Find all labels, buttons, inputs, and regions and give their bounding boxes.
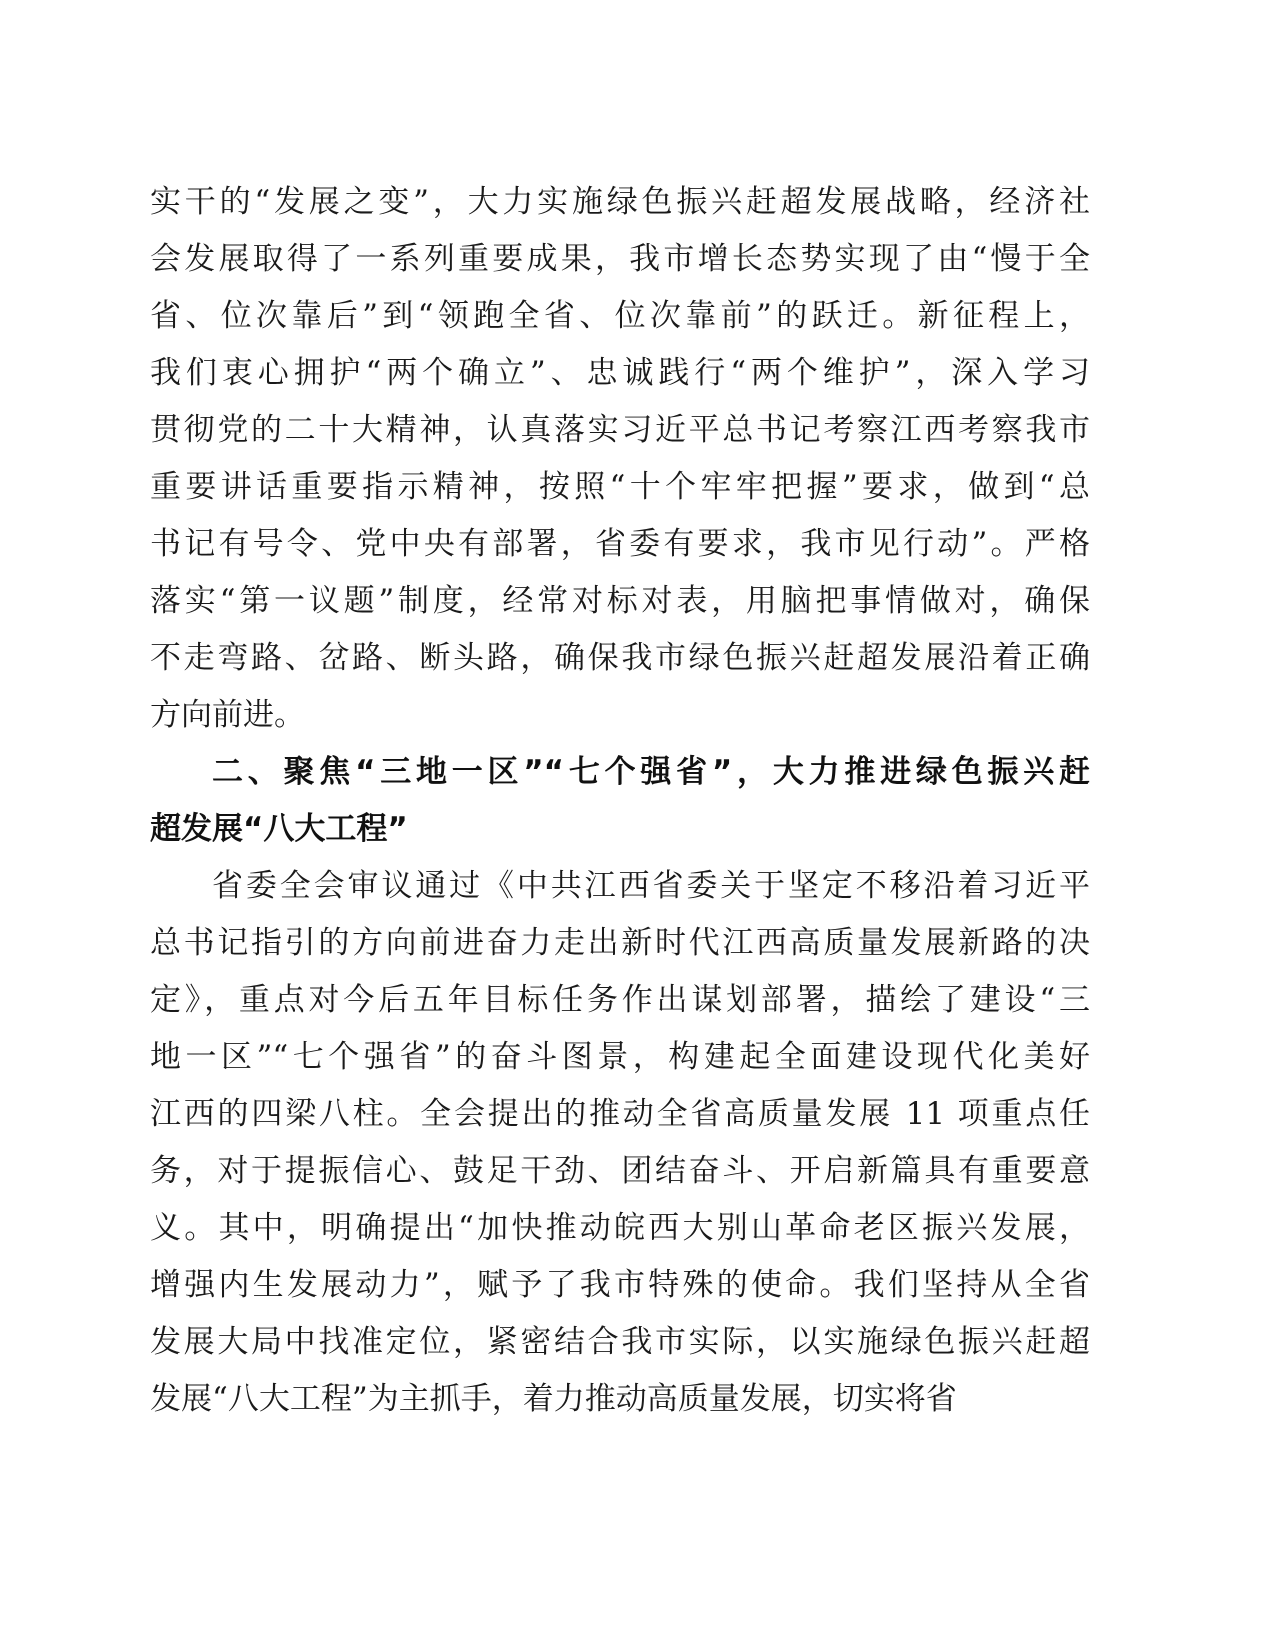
paragraph-2-line: 总书记指引的方向前进奋力走出新时代江西高质量发展新路的决 <box>150 925 1090 961</box>
paragraph-2-line: 务，对于提振信心、鼓足干劲、团结奋斗、开启新篇具有重要意 <box>150 1153 1090 1189</box>
paragraph-1-line: 书记有号令、党中央有部署，省委有要求，我市见行动”。严格 <box>150 526 1090 562</box>
paragraph-1-line: 实干的“发展之变”，大力实施绿色振兴赶超发展战略，经济社 <box>150 184 1090 220</box>
paragraph-2-line: 地一区”“七个强省”的奋斗图景，构建起全面建设现代化美好 <box>150 1039 1090 1075</box>
paragraph-2-line: 发展“八大工程”为主抓手，着力推动高质量发展，切实将省 <box>150 1381 957 1417</box>
paragraph-1-last-line: 方向前进。 <box>150 697 305 733</box>
paragraph-2-first-line: 省委全会审议通过《中共江西省委关于坚定不移沿着习近平 <box>212 868 1090 904</box>
paragraph-2-line: 义。其中，明确提出“加快推动皖西大别山革命老区振兴发展， <box>150 1210 1090 1246</box>
paragraph-2-line: 定》，重点对今后五年目标任务作出谋划部署，描绘了建设“三 <box>150 982 1090 1018</box>
section-heading-continued: 超发展“八大工程” <box>150 811 408 847</box>
paragraph-1-line: 我们衷心拥护“两个确立”、忠诚践行“两个维护”，深入学习 <box>150 355 1090 391</box>
paragraph-1-line: 贯彻党的二十大精神，认真落实习近平总书记考察江西考察我市 <box>150 412 1090 448</box>
paragraph-1-line: 会发展取得了一系列重要成果，我市增长态势实现了由“慢于全 <box>150 241 1090 277</box>
paragraph-2-line: 增强内生发展动力”，赋予了我市特殊的使命。我们坚持从全省 <box>150 1267 1090 1303</box>
paragraph-1-line: 落实“第一议题”制度，经常对标对表，用脑把事情做对，确保 <box>150 583 1090 619</box>
paragraph-1-line: 不走弯路、岔路、断头路，确保我市绿色振兴赶超发展沿着正确 <box>150 640 1090 676</box>
section-heading: 二、聚焦“三地一区”“七个强省”，大力推进绿色振兴赶 <box>212 754 1090 790</box>
paragraph-2-line: 江西的四梁八柱。全会提出的推动全省高质量发展 11 项重点任 <box>150 1096 1090 1132</box>
paragraph-2-line: 发展大局中找准定位，紧密结合我市实际，以实施绿色振兴赶超 <box>150 1324 1090 1360</box>
paragraph-1-line: 省、位次靠后”到“领跑全省、位次靠前”的跃迁。新征程上， <box>150 298 1090 334</box>
paragraph-1-line: 重要讲话重要指示精神，按照“十个牢牢把握”要求，做到“总 <box>150 469 1090 505</box>
